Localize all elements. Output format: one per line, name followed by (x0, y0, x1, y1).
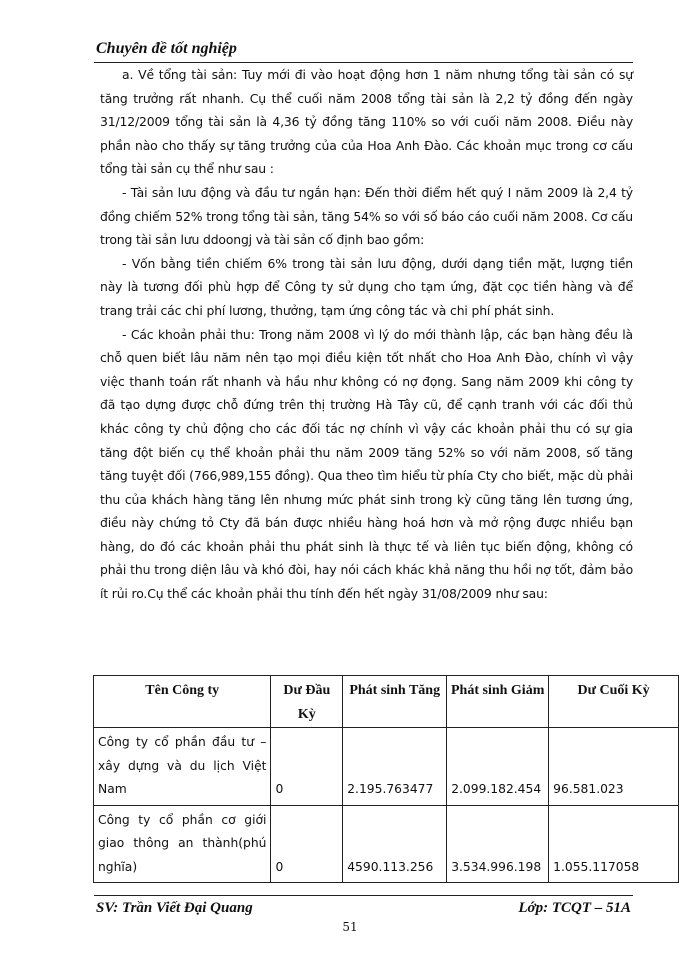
paragraph-receivables: - Các khoản phải thu: Trong năm 2008 vì lý do mới thành lập, các bạn hàng đều là chỗ quen biết lâu năm nên tạo mọi điều kiện tốt nhất cho Hoa Anh Đào, chính vì vậy việc thanh toán rất nhanh và hầu như không có nợ đọng. Sang năm 2009 khi công ty đã tạo dựng được chỗ đứng trên thị trường Hà Tây cũ, để cạnh tranh với các đối thủ khác công ty chủ động cho các đối tác nợ chính vì vậy các khoản phải thu có sự gia tăng đột biến cụ thể khoản phải thu năm 2009 tăng 52% so với năm 2008, số tăng tăng tuyệt đối (766,989,155 đồng). Qua theo tìm hiểu từ phía Cty cho biết, mặc dù phải thu của khách hàng tăng lên nhưng mức phát sinh trong kỳ cũng tăng lên tương ứng, điều này chứng tỏ Cty đã bán được nhiều hàng hoá hơn và mở rộng được nhiều bạn hàng, do đó các khoản phải thu phát sinh là thực tế và liên tục biến động, không có phải thu trong diện lâu và khó đòi, hay nói cách khác khả năng thu hồi nợ tốt, đảm bảo ít rủi ro.Cụ thể các khoản phải thu tính đến hết ngày 31/08/2009 như sau: (100, 326, 633, 602)
header-decrease: Phát sinh Giảm (447, 676, 549, 728)
table-row (94, 728, 679, 806)
cell-company: Công ty cổ phần cơ giới giao thông an thành(phú nghĩa) (94, 805, 271, 883)
cell-decrease: 3.534.996.198 (447, 805, 549, 883)
header-opening-balance: Dư Đầu Kỳ (271, 676, 343, 728)
cell-closing-balance: 1.055.117058 (549, 805, 679, 883)
receivables-table (93, 675, 679, 883)
cell-opening-balance: 0 (271, 805, 343, 883)
student-name: SV: Trần Viết Đại Quang (96, 900, 253, 916)
cell-company: Công ty cổ phần đầu tư – xây dựng và du lịch Việt Nam (94, 728, 271, 806)
table-row (94, 805, 679, 883)
cell-opening-balance: 0 (271, 728, 343, 806)
body-text (100, 63, 633, 606)
cell-increase: 4590.113.256 (343, 805, 447, 883)
page-number: 51 (342, 920, 358, 934)
class-name: Lớp: TCQT – 51A (518, 900, 631, 916)
paragraph-current-assets: - Tài sản lưu động và đầu tư ngắn hạn: Đến thời điểm hết quý I năm 2009 là 2,4 tỷ đồng chiếm 52% trong tổng tài sản, tăng 54% so với số báo cáo cuối năm 2008. Cơ cấu trong tài sản lưu ddoongj và tài sản cố định bao gồm: (100, 184, 633, 248)
table-header-row (94, 676, 679, 728)
header-company: Tên Công ty (94, 676, 271, 728)
header-closing-balance: Dư Cuối Kỳ (549, 676, 679, 728)
header-increase: Phát sinh Tăng (343, 676, 447, 728)
page-header (94, 38, 633, 63)
header-title: Chuyên đề tốt nghiệp (96, 40, 237, 57)
cell-increase: 2.195.763477 (343, 728, 447, 806)
paragraph-cash: - Vốn bằng tiền chiếm 6% trong tài sản lưu động, dưới dạng tiền mặt, lượng tiền này là tương đối phù hợp để Công ty sử dụng cho tạm ứng, đặt cọc tiền hàng và để trang trải các chi phí lương, thưởng, tạm ứng công tác và chi phí phát sinh. (100, 255, 633, 318)
cell-closing-balance: 96.581.023 (549, 728, 679, 806)
page-footer (94, 895, 633, 922)
cell-decrease: 2.099.182.454 (447, 728, 549, 806)
paragraph-total-assets: a. Về tổng tài sản: Tuy mới đi vào hoạt động hơn 1 năm nhưng tổng tài sản có sự tăng trưởng rất nhanh. Cụ thể cuối năm 2008 tổng tài sản là 2,2 tỷ đồng đến ngày 31/12/2009 tổng tài sản là 4,36 tỷ đồng tăng 110% so với cuối năm 2008. Điều này phần nào cho thấy sự tăng trưởng của của Hoa Anh Đào. Các khoản mục trong cơ cấu tổng tài sản cụ thể như sau : (100, 67, 633, 177)
